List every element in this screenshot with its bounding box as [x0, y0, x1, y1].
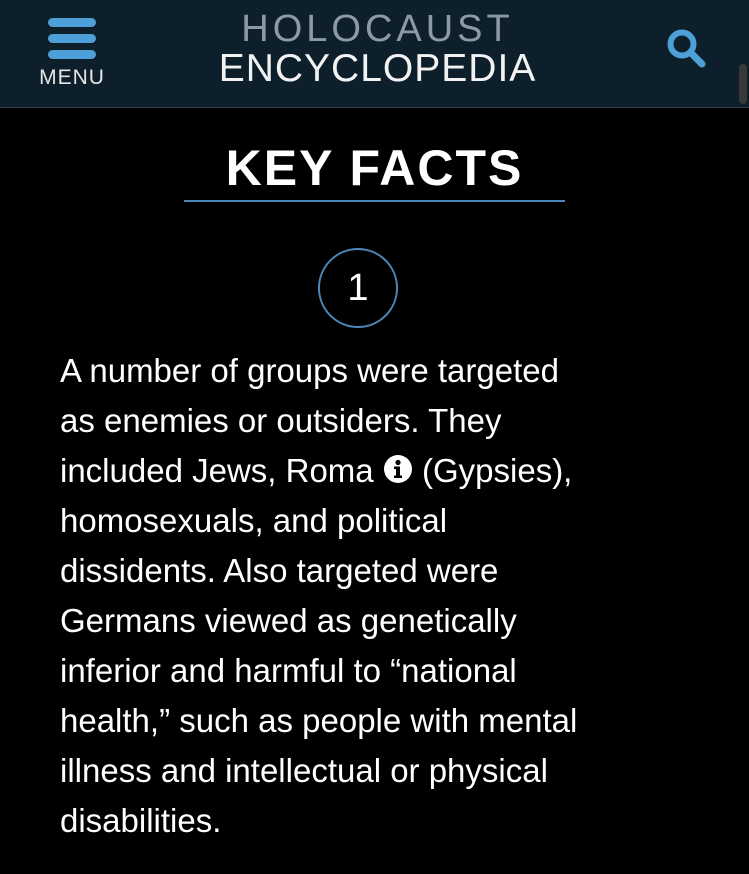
fact-line: as enemies or outsiders. They — [60, 402, 502, 439]
fact-line: Germans viewed as genetically — [60, 602, 517, 639]
logo-top-text: HOLOCAUST — [241, 8, 514, 50]
menu-button[interactable] — [36, 16, 108, 92]
fact-number-badge: 1 — [318, 248, 398, 328]
fact-line: illness and intellectual or physical — [60, 752, 548, 789]
fact-line: A number of groups were targeted — [60, 352, 559, 389]
fact-line-part: (Gypsies), — [422, 452, 573, 489]
search-button[interactable] — [664, 26, 708, 70]
fact-line-part: included Jews, Roma — [60, 452, 374, 489]
site-header — [0, 0, 749, 108]
key-facts-title: KEY FACTS — [225, 140, 524, 196]
fact-line: health,” such as people with mental — [60, 702, 578, 739]
fact-line: dissidents. Also targeted were — [60, 552, 499, 589]
info-icon[interactable] — [383, 454, 413, 484]
fact-line: disabilities. — [60, 802, 222, 839]
title-underline — [184, 200, 565, 202]
fact-text — [60, 346, 680, 846]
logo-bottom-text: ENCYCLOPEDIA — [218, 47, 537, 90]
scrollbar[interactable] — [739, 64, 747, 104]
fact-line: homosexuals, and political — [60, 502, 448, 539]
search-icon[interactable] — [664, 26, 708, 70]
fact-line: inferior and harmful to “national — [60, 652, 517, 689]
site-logo[interactable] — [200, 10, 555, 90]
hamburger-icon[interactable] — [48, 18, 96, 58]
menu-label: MENU — [39, 66, 105, 89]
fact-line — [60, 446, 680, 496]
